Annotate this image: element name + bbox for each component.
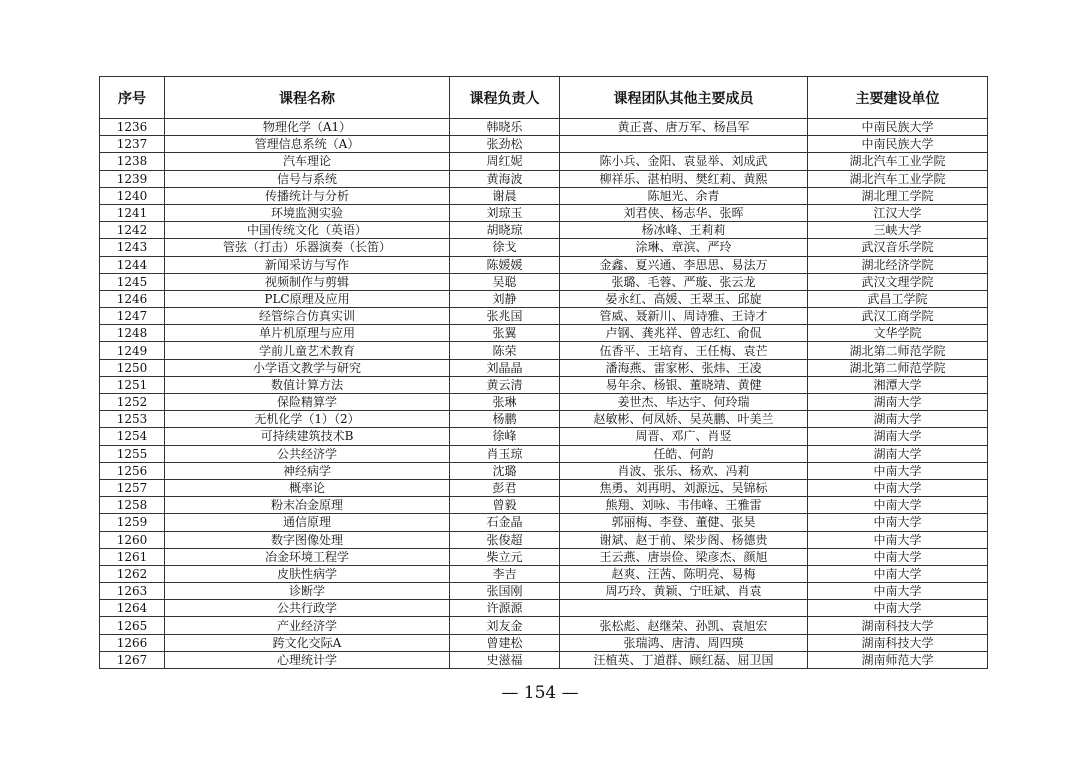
table-row — [100, 359, 988, 376]
cell-institution: 中南大学 — [808, 514, 988, 531]
cell-index: 1267 — [100, 651, 165, 668]
cell-course-name: 心理统计学 — [165, 651, 450, 668]
cell-course-lead: 史滋福 — [450, 651, 560, 668]
table-row — [100, 187, 988, 204]
cell-course-name: PLC原理及应用 — [165, 290, 450, 307]
cell-course-lead: 谢晨 — [450, 187, 560, 204]
cell-course-lead: 张翼 — [450, 325, 560, 342]
cell-course-lead: 韩晓乐 — [450, 119, 560, 136]
cell-course-lead: 张国刚 — [450, 583, 560, 600]
cell-index: 1263 — [100, 583, 165, 600]
table-row — [100, 445, 988, 462]
cell-institution: 湖北第二师范学院 — [808, 359, 988, 376]
cell-course-name: 小学语文教学与研究 — [165, 359, 450, 376]
cell-institution: 湖南大学 — [808, 394, 988, 411]
cell-index: 1249 — [100, 342, 165, 359]
cell-team-members: 任皓、何韵 — [560, 445, 808, 462]
table-row — [100, 651, 988, 668]
cell-index: 1250 — [100, 359, 165, 376]
course-table — [99, 76, 988, 669]
cell-team-members: 伍香平、王培育、王任梅、袁芒 — [560, 342, 808, 359]
cell-course-name: 新闻采访与写作 — [165, 256, 450, 273]
cell-course-lead: 肖玉琼 — [450, 445, 560, 462]
cell-course-name: 概率论 — [165, 479, 450, 496]
table-row — [100, 342, 988, 359]
table-row — [100, 290, 988, 307]
cell-index: 1245 — [100, 273, 165, 290]
cell-team-members: 张瑞鸿、唐清、周四瑛 — [560, 634, 808, 651]
cell-course-lead: 张琳 — [450, 394, 560, 411]
cell-index: 1254 — [100, 428, 165, 445]
cell-team-members: 陈旭光、余青 — [560, 187, 808, 204]
cell-index: 1237 — [100, 136, 165, 153]
cell-index: 1253 — [100, 411, 165, 428]
table-row — [100, 308, 988, 325]
cell-institution: 江汉大学 — [808, 204, 988, 221]
table-row — [100, 239, 988, 256]
cell-index: 1252 — [100, 394, 165, 411]
cell-course-name: 神经病学 — [165, 462, 450, 479]
cell-course-lead: 刘晶晶 — [450, 359, 560, 376]
cell-course-name: 单片机原理与应用 — [165, 325, 450, 342]
cell-index: 1248 — [100, 325, 165, 342]
table-row — [100, 376, 988, 393]
cell-institution: 湖北经济学院 — [808, 256, 988, 273]
table-row — [100, 548, 988, 565]
cell-team-members: 金鑫、夏兴通、李思思、易法万 — [560, 256, 808, 273]
cell-course-lead: 张兆国 — [450, 308, 560, 325]
cell-course-name: 可持续建筑技术B — [165, 428, 450, 445]
cell-course-lead: 彭君 — [450, 479, 560, 496]
cell-index: 1260 — [100, 531, 165, 548]
cell-institution: 湖南科技大学 — [808, 634, 988, 651]
table-row — [100, 583, 988, 600]
cell-index: 1242 — [100, 222, 165, 239]
cell-index: 1264 — [100, 600, 165, 617]
cell-course-lead: 胡晓琼 — [450, 222, 560, 239]
cell-course-lead: 许源源 — [450, 600, 560, 617]
cell-course-name: 数字图像处理 — [165, 531, 450, 548]
table-header-row — [100, 77, 988, 119]
cell-course-name: 中国传统文化（英语） — [165, 222, 450, 239]
cell-institution: 湖南大学 — [808, 428, 988, 445]
cell-institution: 三峡大学 — [808, 222, 988, 239]
cell-course-name: 无机化学（1）（2） — [165, 411, 450, 428]
cell-course-lead: 沈璐 — [450, 462, 560, 479]
cell-course-name: 经管综合仿真实训 — [165, 308, 450, 325]
table-row — [100, 462, 988, 479]
table-row — [100, 497, 988, 514]
table-row — [100, 394, 988, 411]
cell-index: 1259 — [100, 514, 165, 531]
cell-team-members: 姜世杰、毕达宇、何玲瑞 — [560, 394, 808, 411]
table-row — [100, 204, 988, 221]
cell-institution: 湖北第二师范学院 — [808, 342, 988, 359]
cell-team-members: 周巧玲、黄颖、宁旺斌、肖袁 — [560, 583, 808, 600]
cell-course-lead: 吴聪 — [450, 273, 560, 290]
table-row — [100, 325, 988, 342]
cell-index: 1240 — [100, 187, 165, 204]
cell-institution: 武汉工商学院 — [808, 308, 988, 325]
cell-team-members: 郭丽梅、李登、董健、张昊 — [560, 514, 808, 531]
cell-institution: 武汉文理学院 — [808, 273, 988, 290]
cell-index: 1238 — [100, 153, 165, 170]
header-index: 序号 — [100, 77, 165, 119]
cell-index: 1262 — [100, 565, 165, 582]
cell-course-lead: 刘友金 — [450, 617, 560, 634]
cell-index: 1236 — [100, 119, 165, 136]
cell-institution: 中南民族大学 — [808, 136, 988, 153]
cell-institution: 中南大学 — [808, 565, 988, 582]
page-number: — 154 — — [501, 683, 579, 703]
cell-course-name: 学前儿童艺术教育 — [165, 342, 450, 359]
cell-institution: 文华学院 — [808, 325, 988, 342]
table-row — [100, 222, 988, 239]
cell-team-members: 赵敏彬、何凤娇、吴英鹏、叶美兰 — [560, 411, 808, 428]
cell-team-members: 陈小兵、金阳、袁显举、刘成武 — [560, 153, 808, 170]
cell-course-lead: 张劲松 — [450, 136, 560, 153]
cell-index: 1251 — [100, 376, 165, 393]
table-row — [100, 170, 988, 187]
table-row — [100, 531, 988, 548]
cell-course-name: 产业经济学 — [165, 617, 450, 634]
cell-index: 1258 — [100, 497, 165, 514]
cell-institution: 中南大学 — [808, 531, 988, 548]
cell-institution: 武昌工学院 — [808, 290, 988, 307]
cell-index: 1246 — [100, 290, 165, 307]
cell-index: 1265 — [100, 617, 165, 634]
cell-course-name: 环境监测实验 — [165, 204, 450, 221]
cell-course-lead: 徐戈 — [450, 239, 560, 256]
cell-team-members: 卢钢、龚兆祥、曾志红、俞侃 — [560, 325, 808, 342]
cell-index: 1266 — [100, 634, 165, 651]
cell-index: 1244 — [100, 256, 165, 273]
cell-index: 1261 — [100, 548, 165, 565]
cell-course-lead: 刘琼玉 — [450, 204, 560, 221]
cell-course-lead: 周红妮 — [450, 153, 560, 170]
cell-team-members: 涂琳、章滨、严玲 — [560, 239, 808, 256]
cell-index: 1256 — [100, 462, 165, 479]
cell-course-lead: 刘静 — [450, 290, 560, 307]
cell-course-lead: 曾毅 — [450, 497, 560, 514]
cell-course-name: 管理信息系统（A） — [165, 136, 450, 153]
cell-course-lead: 陈荣 — [450, 342, 560, 359]
header-course-name: 课程名称 — [165, 77, 450, 119]
cell-team-members: 柳祥乐、湛柏明、樊红莉、黄熙 — [560, 170, 808, 187]
table-row — [100, 600, 988, 617]
table-row — [100, 411, 988, 428]
cell-institution: 中南大学 — [808, 479, 988, 496]
cell-institution: 武汉音乐学院 — [808, 239, 988, 256]
cell-index: 1239 — [100, 170, 165, 187]
cell-team-members: 赵爽、汪茜、陈明亮、易梅 — [560, 565, 808, 582]
cell-team-members: 管威、聂新川、周诗雅、王诗才 — [560, 308, 808, 325]
cell-institution: 中南民族大学 — [808, 119, 988, 136]
cell-team-members: 张璐、毛蓉、严璇、张云龙 — [560, 273, 808, 290]
cell-course-lead: 黄云清 — [450, 376, 560, 393]
cell-institution: 湖南师范大学 — [808, 651, 988, 668]
cell-team-members: 易年余、杨银、董晓靖、黄健 — [560, 376, 808, 393]
cell-institution: 中南大学 — [808, 497, 988, 514]
cell-team-members: 刘君侠、杨志华、张晖 — [560, 204, 808, 221]
header-course-lead: 课程负责人 — [450, 77, 560, 119]
cell-course-lead: 李吉 — [450, 565, 560, 582]
cell-institution: 湖南大学 — [808, 445, 988, 462]
cell-institution: 湖南大学 — [808, 411, 988, 428]
cell-index: 1247 — [100, 308, 165, 325]
cell-institution: 中南大学 — [808, 600, 988, 617]
cell-team-members: 焦勇、刘再明、刘源远、吴锦标 — [560, 479, 808, 496]
table-row — [100, 273, 988, 290]
header-institution: 主要建设单位 — [808, 77, 988, 119]
cell-course-name: 传播统计与分析 — [165, 187, 450, 204]
cell-institution: 湘潭大学 — [808, 376, 988, 393]
cell-course-name: 信号与系统 — [165, 170, 450, 187]
cell-team-members: 黄正喜、唐万军、杨昌军 — [560, 119, 808, 136]
cell-team-members — [560, 600, 808, 617]
cell-team-members — [560, 136, 808, 153]
cell-team-members: 杨冰峰、王莉莉 — [560, 222, 808, 239]
cell-index: 1243 — [100, 239, 165, 256]
cell-course-lead: 徐峰 — [450, 428, 560, 445]
cell-institution: 中南大学 — [808, 548, 988, 565]
cell-course-name: 视频制作与剪辑 — [165, 273, 450, 290]
cell-course-name: 皮肤性病学 — [165, 565, 450, 582]
cell-team-members: 熊翔、刘咏、韦伟峰、王雅雷 — [560, 497, 808, 514]
cell-index: 1257 — [100, 479, 165, 496]
cell-course-lead: 杨鹏 — [450, 411, 560, 428]
cell-team-members: 潘海燕、雷家彬、张炜、王凌 — [560, 359, 808, 376]
table-row — [100, 119, 988, 136]
table-row — [100, 634, 988, 651]
cell-institution: 湖北汽车工业学院 — [808, 153, 988, 170]
cell-team-members: 汪植英、丁道群、顾红磊、屈卫国 — [560, 651, 808, 668]
cell-institution: 中南大学 — [808, 462, 988, 479]
cell-course-lead: 黄海波 — [450, 170, 560, 187]
cell-course-lead: 柴立元 — [450, 548, 560, 565]
cell-team-members: 谢斌、赵于前、梁步阁、杨德贵 — [560, 531, 808, 548]
cell-team-members: 王云燕、唐崇俭、梁彦杰、颜旭 — [560, 548, 808, 565]
cell-team-members: 晏永红、高媛、王翠玉、邱旋 — [560, 290, 808, 307]
cell-course-name: 公共经济学 — [165, 445, 450, 462]
table-body — [100, 119, 988, 669]
table-row — [100, 565, 988, 582]
cell-institution: 湖北理工学院 — [808, 187, 988, 204]
cell-team-members: 肖波、张乐、杨欢、冯莉 — [560, 462, 808, 479]
cell-course-lead: 张俊超 — [450, 531, 560, 548]
cell-course-name: 汽车理论 — [165, 153, 450, 170]
header-team-members: 课程团队其他主要成员 — [560, 77, 808, 119]
cell-institution: 中南大学 — [808, 583, 988, 600]
cell-course-name: 诊断学 — [165, 583, 450, 600]
table-row — [100, 479, 988, 496]
table-row — [100, 617, 988, 634]
table-row — [100, 153, 988, 170]
cell-course-lead: 石金晶 — [450, 514, 560, 531]
cell-course-lead: 曾建松 — [450, 634, 560, 651]
cell-course-name: 物理化学（A1） — [165, 119, 450, 136]
cell-course-lead: 陈媛媛 — [450, 256, 560, 273]
cell-course-name: 跨文化交际A — [165, 634, 450, 651]
cell-institution: 湖北汽车工业学院 — [808, 170, 988, 187]
table-row — [100, 428, 988, 445]
cell-index: 1241 — [100, 204, 165, 221]
cell-team-members: 周晋、邓广、肖竖 — [560, 428, 808, 445]
cell-course-name: 公共行政学 — [165, 600, 450, 617]
table-row — [100, 136, 988, 153]
table-row — [100, 514, 988, 531]
cell-institution: 湖南科技大学 — [808, 617, 988, 634]
cell-course-name: 保险精算学 — [165, 394, 450, 411]
cell-course-name: 数值计算方法 — [165, 376, 450, 393]
table-row — [100, 256, 988, 273]
cell-course-name: 粉末冶金原理 — [165, 497, 450, 514]
cell-team-members: 张松彪、赵继荣、孙凯、袁旭宏 — [560, 617, 808, 634]
cell-index: 1255 — [100, 445, 165, 462]
cell-course-name: 冶金环境工程学 — [165, 548, 450, 565]
cell-course-name: 通信原理 — [165, 514, 450, 531]
cell-course-name: 管弦（打击）乐器演奏（长笛） — [165, 239, 450, 256]
